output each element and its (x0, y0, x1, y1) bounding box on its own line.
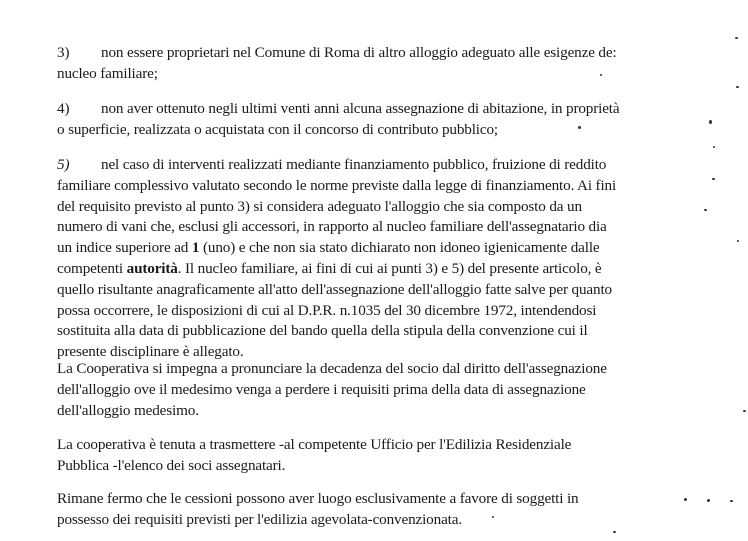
paragraph-line: numero di vani che, esclusi gli accessori, in rapporto al nucleo familiare dell'assegnatario dia (57, 218, 607, 236)
paragraph-item-5 (57, 155, 657, 363)
scan-speck (713, 146, 715, 148)
paragraph-line (57, 99, 657, 120)
paragraph-text: non aver ottenuto negli ultimi venti anni alcuna assegnazione di abitazione, in proprietà (101, 100, 620, 117)
scan-speck (704, 209, 707, 211)
paragraph-line: La Cooperativa si impegna a pronunciare la decadenza del socio dal diritto dell'assegnazione (57, 360, 607, 377)
paragraph-line (57, 43, 657, 64)
paragraph-line (57, 155, 657, 176)
paragraph-line: del requisito previsto al punto 3) si considera adeguato l'alloggio che sia composto da un (57, 197, 582, 215)
scan-speck (707, 499, 710, 502)
scan-speck (578, 126, 581, 129)
paragraph-text: competenti (57, 259, 127, 277)
paragraph-line: nucleo familiare; (57, 64, 158, 82)
item-number: 5) (57, 156, 70, 173)
item-number: 4) (57, 100, 70, 117)
scan-speck (736, 86, 739, 88)
paragraph-line: familiare complessivo valutato secondo le norme previste dalla legge di finanziamento. Ai fini (57, 176, 617, 194)
paragraph-line: dell'alloggio ove il medesimo venga a perdere i requisiti prima della data di assegnazione (57, 380, 586, 398)
paragraph-item-3 (57, 43, 657, 85)
scan-speck (712, 178, 715, 180)
scan-speck (730, 500, 733, 502)
scan-speck (709, 120, 712, 124)
scan-speck (737, 240, 739, 242)
scan-speck (492, 516, 494, 518)
paragraph-line: La cooperativa è tenuta a trasmettere -al competente Ufficio per l'Edilizia Residenziale (57, 436, 572, 453)
paragraph-line: quello risultante anagraficamente all'atto dell'assegnazione dell'alloggio fatte salve per quanto (57, 280, 612, 298)
paragraph-text: nel caso di interventi realizzati mediante finanziamento pubblico, fruizione di reddito (101, 156, 607, 173)
scan-speck (743, 410, 746, 412)
item-number: 3) (57, 44, 70, 61)
paragraph-line: sostituita alla data di pubblicazione del bando quella della stipula della convenzione cui il (57, 322, 588, 340)
scan-speck (735, 37, 738, 39)
paragraph-cessioni (57, 489, 657, 531)
paragraph-line: dell'alloggio medesimo. (57, 401, 199, 419)
scan-speck (684, 498, 687, 501)
paragraph-line: o superficie, realizzata o acquistata con il concorso di contributo pubblico; (57, 120, 498, 138)
paragraph-line: presente disciplinare è allegato. (57, 343, 244, 361)
paragraph-trasmissione (57, 435, 657, 477)
paragraph-line: Pubblica -l'elenco dei soci assegnatari. (57, 456, 286, 474)
paragraph-line (57, 259, 657, 280)
paragraph-text: (uno) e che non sia stato dichiarato non idoneo igienicamente dalle (199, 239, 600, 257)
paragraph-decadenza (57, 359, 657, 421)
paragraph-text: non essere proprietari nel Comune di Roma di altro alloggio adeguato alle esigenze de: (101, 44, 617, 61)
paragraph-text: un indice superiore ad (57, 239, 192, 257)
scan-speck (613, 531, 616, 533)
scan-speck (600, 74, 602, 76)
paragraph-line: possesso dei requisiti previsti per l'edilizia agevolata-convenzionata. (57, 510, 462, 528)
emphasized-number: 1 (191, 239, 200, 257)
paragraph-line: possa occorrere, le disposizioni di cui al D.P.R. n.1035 del 30 dicembre 1972, intendendosi (57, 301, 597, 319)
emphasized-word: autorità (126, 259, 178, 277)
paragraph-line: Rimane fermo che le cessioni possono aver luogo esclusivamente a favore di soggetti in (57, 490, 579, 507)
paragraph-item-4 (57, 99, 657, 141)
paragraph-line (57, 238, 657, 259)
paragraph-text: . Il nucleo familiare, ai fini di cui ai punti 3) e 5) del presente articolo, è (177, 259, 602, 277)
